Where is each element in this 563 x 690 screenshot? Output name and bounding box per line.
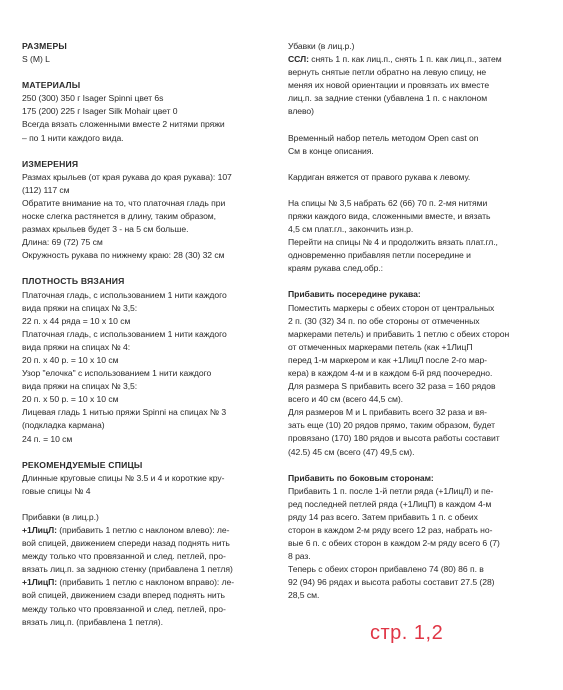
needles-line: говые спицы № 4 bbox=[22, 485, 91, 496]
middle-increase-line: Для размера S прибавить всего 32 раза = 160 рядов bbox=[288, 381, 496, 392]
gauge-line: вида пряжи на спицах № 3,5: bbox=[22, 381, 138, 392]
side-increase-line: ред последней петлей ряда (+1ЛицП) в каждом 4-м bbox=[288, 498, 492, 509]
side-increase-line: Теперь с обеих сторон прибавлено 74 (80) 86 п. в bbox=[288, 564, 484, 575]
measurements-line: Длина: 69 (72) 75 см bbox=[22, 237, 103, 248]
start-line: 4,5 см плат.гл., закончить изн.р. bbox=[288, 224, 414, 235]
gauge-line: Лицевая гладь 1 нитью пряжи Spinni на спицах № 3 bbox=[22, 407, 227, 418]
gauge-line: вида пряжи на спицах № 3,5: bbox=[22, 302, 138, 313]
increase-text: вой спицей, движением сзади вперед поднять нить bbox=[22, 590, 225, 601]
middle-increase-title: Прибавить посередине рукава: bbox=[288, 289, 421, 300]
materials-line: Всегда вязать сложенными вместе 2 нитями пряжи bbox=[22, 119, 225, 130]
middle-increase-section bbox=[288, 288, 538, 458]
gauge-line: 24 п. = 10 см bbox=[22, 433, 73, 444]
increase-text: между только что провязанной и след. петлей, про- bbox=[22, 603, 226, 614]
needles-section bbox=[22, 459, 270, 498]
side-increase-line: вые 6 п. с обеих сторон в каждом 2-м ряду всего 6 (7) bbox=[288, 538, 500, 549]
sizes-value: S (M) L bbox=[22, 54, 50, 65]
decrease-item bbox=[288, 53, 538, 66]
side-increase-section bbox=[288, 472, 538, 603]
materials-section bbox=[22, 79, 270, 144]
side-increase-line: ряду 14 раз всего. Затем прибавить 1 п. с обеих bbox=[288, 511, 478, 522]
gauge-line: 20 п. х 50 р. = 10 х 10 см bbox=[22, 394, 119, 405]
decrease-text: вернуть снятые петли обратно на левую спицу, не bbox=[288, 67, 487, 78]
gauge-section bbox=[22, 275, 270, 445]
start-line: пряжи каждого вида, сложенными вместе, и вязать bbox=[288, 210, 491, 221]
measurements-section bbox=[22, 158, 270, 263]
side-increase-line: 28,5 см. bbox=[288, 590, 320, 601]
middle-increase-line: (42.5) 45 см (всего (47) 49,5 см). bbox=[288, 446, 415, 457]
decrease-text: снять 1 п. как лиц.п., снять 1 п. как лиц.п., затем bbox=[308, 54, 502, 65]
sizes-section bbox=[22, 40, 270, 66]
increase-text: (прибавить 1 петлю с наклоном вправо): ле- bbox=[57, 577, 235, 588]
measurements-line: Окружность рукава по нижнему краю: 28 (30) 32 см bbox=[22, 250, 225, 261]
sizes-title: РАЗМЕРЫ bbox=[22, 41, 68, 51]
increase-item bbox=[22, 576, 270, 589]
gauge-line: 22 п. х 44 ряда = 10 х 10 см bbox=[22, 315, 131, 326]
gauge-line: Узор "елочка" с использованием 1 нити каждого bbox=[22, 368, 212, 379]
middle-increase-line: маркерами петель) и прибавить 1 петлю с обеих сторон bbox=[288, 328, 510, 339]
increase-text: (прибавить 1 петлю с наклоном влево): ле- bbox=[56, 525, 230, 535]
start-section bbox=[288, 197, 538, 276]
cast-on-line: Временный набор петель методом Open cast on bbox=[288, 132, 479, 143]
measurements-title: ИЗМЕРЕНИЯ bbox=[22, 158, 79, 169]
increase-term: +1ЛицЛ: bbox=[22, 525, 57, 535]
middle-increase-line: Для размеров M и L прибавить всего 32 раза и вя- bbox=[288, 407, 487, 418]
side-increase-line: 8 раз. bbox=[288, 551, 311, 562]
increases-section bbox=[22, 511, 270, 629]
start-line: краям рукава след.обр.: bbox=[288, 263, 384, 274]
page-label: стр. 1,2 bbox=[370, 622, 444, 644]
measurements-line: носке слегка растянется в длину, таким образом, bbox=[22, 211, 216, 222]
needles-line: Длинные круговые спицы № 3.5 и 4 и короткие кру- bbox=[22, 472, 225, 483]
gauge-line: Платочная гладь, с использованием 1 нити каждого bbox=[22, 289, 227, 300]
middle-increase-line: кера) в каждом 4-м и в каждом 6-й ряд поочередно. bbox=[288, 367, 493, 378]
middle-increase-line: Поместить маркеры с обеих сторон от центральных bbox=[288, 302, 495, 313]
middle-increase-line: зать еще (10) 20 рядов прямо, таким образом, будет bbox=[288, 420, 496, 431]
measurements-line: размах крыльев будет 3 - на 5 см больше. bbox=[22, 224, 189, 235]
materials-line: – по 1 нити каждого вида. bbox=[22, 132, 124, 143]
decreases-title: Убавки (в лиц.р.) bbox=[288, 41, 355, 51]
side-increase-title: Прибавить по боковым сторонам: bbox=[288, 472, 434, 483]
cast-on-line: См в конце описания. bbox=[288, 145, 374, 156]
left-column bbox=[22, 40, 270, 629]
increase-term: +1ЛицП: bbox=[22, 577, 58, 588]
increases-title: Прибавки (в лиц.р.) bbox=[22, 511, 99, 522]
increase-item bbox=[22, 524, 270, 537]
materials-line: 250 (300) 350 г Isager Spinni цвет 6s bbox=[22, 93, 164, 104]
increase-text: между только что провязанной и след. петлей, про- bbox=[22, 551, 226, 562]
decrease-text: лиц.п. за задние стенки (убавлена 1 п. с наклоном bbox=[288, 93, 488, 104]
measurements-line: (112) 117 см bbox=[22, 184, 70, 195]
measurements-line: Размах крыльев (от края рукава до края рукава): 107 bbox=[22, 171, 232, 182]
gauge-line: (подкладка кармана) bbox=[22, 420, 105, 431]
increase-text: вязать лиц.п. за заднюю стенку (прибавлена 1 петля) bbox=[22, 564, 233, 575]
direction-text: Кардиган вяжется от правого рукава к левому. bbox=[288, 171, 471, 182]
right-column bbox=[288, 40, 538, 603]
decrease-text: меняя их новой ориентации и провязать их вместе bbox=[288, 80, 490, 91]
start-line: одновременно прибавляя петли посередине и bbox=[288, 250, 471, 261]
middle-increase-line: провязано (170) 180 рядов и высота работы составит bbox=[288, 433, 500, 444]
decrease-term: ССЛ: bbox=[288, 54, 309, 65]
gauge-line: 20 п. х 40 р. = 10 х 10 см bbox=[22, 354, 119, 365]
increase-text: вязать лиц.п. (прибавлена 1 петля). bbox=[22, 616, 163, 627]
decrease-text: влево) bbox=[288, 106, 314, 117]
middle-increase-line: от отмеченных маркерами петель (как +1ЛицП bbox=[288, 341, 473, 352]
cast-on-section bbox=[288, 132, 538, 158]
materials-title: МАТЕРИАЛЫ bbox=[22, 80, 81, 91]
side-increase-line: 92 (94) 96 рядах и высота работы составит 27.5 (28) bbox=[288, 577, 495, 588]
increase-text: вой спицей, движением спереди назад поднять нить bbox=[22, 538, 230, 549]
start-line: Перейти на спицы № 4 и продолжить вязать плат.гл., bbox=[288, 237, 498, 248]
middle-increase-line: 2 п. (30 (32) 34 п. по обе стороны от отмеченных bbox=[288, 315, 480, 326]
gauge-line: Платочная гладь, с использованием 1 нити каждого bbox=[22, 328, 227, 339]
gauge-title: ПЛОТНОСТЬ ВЯЗАНИЯ bbox=[22, 276, 125, 287]
decreases-section bbox=[288, 40, 538, 119]
side-increase-line: сторон в каждом 2-м ряду всего 12 раз, набрать но- bbox=[288, 525, 493, 535]
middle-increase-line: всего и 40 см (всего 44,5 см). bbox=[288, 394, 403, 405]
gauge-line: вида пряжи на спицах № 4: bbox=[22, 341, 131, 352]
direction-section bbox=[288, 171, 538, 184]
side-increase-line: Прибавить 1 п. после 1-й петли ряда (+1ЛицЛ) и пе- bbox=[288, 485, 494, 496]
materials-line: 175 (200) 225 г Isager Silk Mohair цвет 0 bbox=[22, 106, 178, 117]
middle-increase-line: перед 1-м маркером и как +1ЛицЛ после 2-го мар- bbox=[288, 354, 487, 365]
measurements-line: Обратите внимание на то, что платочная гладь при bbox=[22, 197, 226, 208]
needles-title: РЕКОМЕНДУЕМЫЕ СПИЦЫ bbox=[22, 459, 143, 470]
start-line: На спицы № 3,5 набрать 62 (66) 70 п. 2-мя нитями bbox=[288, 197, 488, 208]
